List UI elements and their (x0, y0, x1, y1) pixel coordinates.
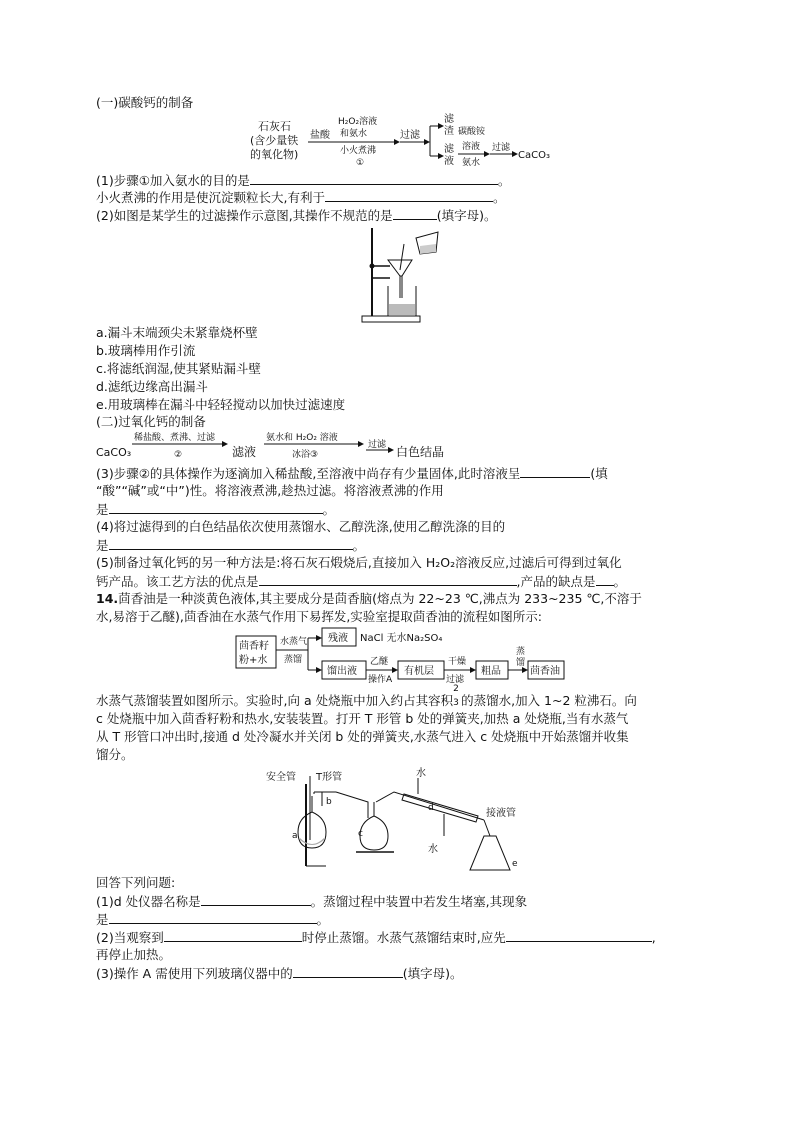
label-c: c (358, 829, 363, 839)
steam-distillation-apparatus (264, 766, 524, 876)
answer-blank-1[interactable] (250, 172, 498, 185)
subquestion-2: (2)当观察到 时停止蒸馏。水蒸气蒸馏结束时,应先 , (96, 930, 656, 945)
flow-reagent2-l1: 碳酸铵 (458, 127, 486, 137)
label-a: a (292, 831, 298, 841)
flow-step1-top-l2: 和氨水 (340, 129, 368, 139)
answer-blank-1b[interactable] (325, 189, 493, 202)
flow-organic: 有机层 (404, 666, 434, 677)
answer-blank-5b[interactable] (596, 573, 614, 586)
answer-blank-s2a[interactable] (164, 929, 302, 942)
flow2-step2-bottom: ② (174, 450, 183, 460)
flow-step1-bottom-l2: ① (356, 158, 365, 168)
part2-title: (二)过氧化钙的制备 (96, 414, 206, 429)
answer-blank-s1b[interactable] (109, 911, 317, 924)
question-3: (3)步骤②的具体操作为逐滴加入稀盐酸,至溶液中尚存有少量固体,此时溶液呈 (填 (96, 466, 608, 481)
flow-reagent2-l3: 氨水 (462, 158, 481, 168)
option-a: a.漏斗末端颈尖未紧靠烧杯壁 (96, 325, 258, 340)
flow-filter: 过滤 (400, 130, 420, 141)
flow-distill-l2: 馏 (516, 658, 526, 668)
flow2-step3-top: 氨水和 H₂O₂ 溶液 (266, 433, 338, 443)
flow-residue-l1: 滤 (444, 114, 454, 125)
subquestion-3: (3)操作 A 需使用下列玻璃仪器中的 (填字母)。 (96, 966, 463, 981)
flow-steam-l2: 蒸馏 (284, 655, 303, 665)
answer-blank-s3[interactable] (293, 965, 403, 978)
answer-blank-2[interactable] (393, 207, 437, 220)
filtration-apparatus-illustration (356, 224, 452, 324)
label-b: b (326, 797, 332, 807)
calcium-carbonate-flowchart (236, 108, 566, 170)
answer-blank-4[interactable] (109, 537, 353, 550)
flow-step1-top-l1: H₂O₂溶液 (338, 117, 378, 127)
question-4: (4)将过滤得到的白色结晶依次使用蒸馏水、乙醇洗涤,使用乙醇洗涤的目的 (96, 519, 506, 534)
flow-filt: 过滤 (446, 675, 465, 684)
fraction-two-thirds: 2 3 (453, 684, 459, 708)
answer-blank-3a[interactable] (520, 465, 590, 478)
flow-box1-l2: 粉+水 (239, 655, 268, 666)
flow-filter2: 过滤 (492, 143, 511, 153)
flow-oil: 茴香油 (530, 666, 560, 677)
flow-residue-l2: 渣 (444, 126, 454, 137)
paragraph-1: 水蒸气蒸馏装置如图所示。实验时,向 a 处烧瓶中加入约占其容积 2 3 的蒸馏水,加入 1~2 粒沸石。向 (96, 693, 637, 711)
flow2-start: CaCO₃ (96, 446, 132, 459)
flow-filtrate-l2: 液 (444, 156, 454, 167)
flow-dry: 干燥 (448, 657, 467, 667)
option-e: e.用玻璃棒在漏斗中轻轻搅动以加快过滤速度 (96, 397, 346, 412)
answer-blank-3b[interactable] (109, 501, 323, 514)
label-d: d (428, 803, 434, 813)
question-1b: 小火煮沸的作用是使沉淀颗粒长大,有利于 。 (96, 190, 506, 205)
question-1: (1)步骤①加入氨水的目的是 。 (96, 173, 511, 188)
flow-start-l3: 的氧化物) (250, 148, 299, 161)
flow-box1-l1: 茴香籽 (239, 641, 269, 652)
option-b: b.玻璃棒用作引流 (96, 343, 196, 358)
paragraph-3: 从 T 形管口冲出时,接通 d 处冷凝水并关闭 b 处的弹簧夹,水蒸气进入 c 处烧瓶中开始蒸馏并收集 (96, 729, 629, 744)
question-3-cont: “酸”“碱”或“中”)性。将溶液煮沸,趁热过滤。将溶液煮沸的作用 (96, 483, 444, 498)
subquestion-1: (1)d 处仪器名称是 。蒸馏过程中装置中若发生堵塞,其现象 (96, 894, 528, 909)
flow2-step2-top: 稀盐酸、煮沸、过滤 (134, 433, 216, 443)
question-14-intro: 14.茴香油是一种淡黄色液体,其主要成分是茴香脑(熔点为 22~23 ℃,沸点为 233~235 ℃,不溶于 (96, 591, 642, 606)
calcium-peroxide-flowchart (96, 430, 496, 462)
flow-steam-l1: 水蒸气 (280, 637, 308, 647)
question-14-intro-2: 水,易溶于乙醚),茴香油在水蒸气作用下易挥发,实验室提取茴香油的流程如图所示: (96, 609, 543, 624)
flow-reagents: NaCl 无水Na₂SO₄ (360, 633, 443, 644)
subquestion-2-end: 再停止加热。 (96, 947, 172, 962)
option-d: d.滤纸边缘高出漏斗 (96, 379, 208, 394)
flow2-filter: 过滤 (368, 440, 387, 450)
part1-title: (一)碳酸钙的制备 (96, 95, 194, 110)
flow-distill-l1: 蒸 (516, 647, 526, 657)
flow-step1-bottom-l1: 小火煮沸 (340, 146, 377, 156)
answer-blank-s2b[interactable] (506, 929, 652, 942)
label-e: e (512, 859, 518, 869)
flow-residue: 残液 (328, 633, 348, 644)
label-water-in: 水 (416, 768, 426, 779)
label-safety-tube: 安全管 (266, 772, 296, 783)
label-t-tube: T形管 (316, 772, 343, 783)
flow-opA: 操作A (368, 675, 393, 684)
flow-product: CaCO₃ (518, 150, 550, 161)
label-water-out: 水 (428, 844, 438, 855)
flow-start-l1: 石灰石 (258, 120, 291, 133)
label-receiver: 接液管 (486, 808, 516, 819)
flow2-mid: 滤液 (232, 445, 257, 459)
answer-intro: 回答下列问题: (96, 875, 176, 890)
paragraph-4: 馏分。 (96, 747, 134, 762)
question-3-end: 是 。 (96, 502, 336, 517)
flow-distillate: 馏出液 (327, 666, 357, 677)
flow-start-l2: (含少量铁 (250, 134, 299, 147)
question-2: (2)如图是某学生的过滤操作示意图,其操作不规范的是 (填字母)。 (96, 208, 497, 223)
flow2-product: 白色结晶 (396, 445, 445, 459)
option-c: c.将滤纸润湿,使其紧贴漏斗壁 (96, 361, 261, 376)
question-4-end: 是 。 (96, 538, 366, 553)
flow-reagent1: 盐酸 (310, 130, 330, 141)
question-5: (5)制备过氧化钙的另一种方法是:将石灰石煅烧后,直接加入 H₂O₂溶液反应,过滤后可得到过氧化 (96, 555, 622, 570)
flow-reagent2-l2: 溶液 (462, 142, 481, 152)
question-number: 14. (96, 591, 119, 606)
question-5-cont: 钙产品。该工艺方法的优点是 ,产品的缺点是 。 (96, 574, 627, 589)
paragraph-2: c 处烧瓶中加入茴香籽粉和热水,安装装置。打开 T 形管 b 处的弹簧夹,加热 a 处烧瓶,当有水蒸气 (96, 711, 629, 726)
subquestion-1-end: 是 。 (96, 912, 330, 927)
answer-blank-s1a[interactable] (201, 893, 311, 906)
flow2-step3-bottom: 冰浴③ (292, 450, 319, 460)
anise-oil-flowchart (234, 624, 566, 684)
flow-crude: 粗品 (481, 666, 501, 677)
flow-ether: 乙醚 (370, 657, 389, 667)
flow-filtrate-l1: 滤 (444, 144, 454, 155)
answer-blank-5a[interactable] (259, 573, 517, 586)
